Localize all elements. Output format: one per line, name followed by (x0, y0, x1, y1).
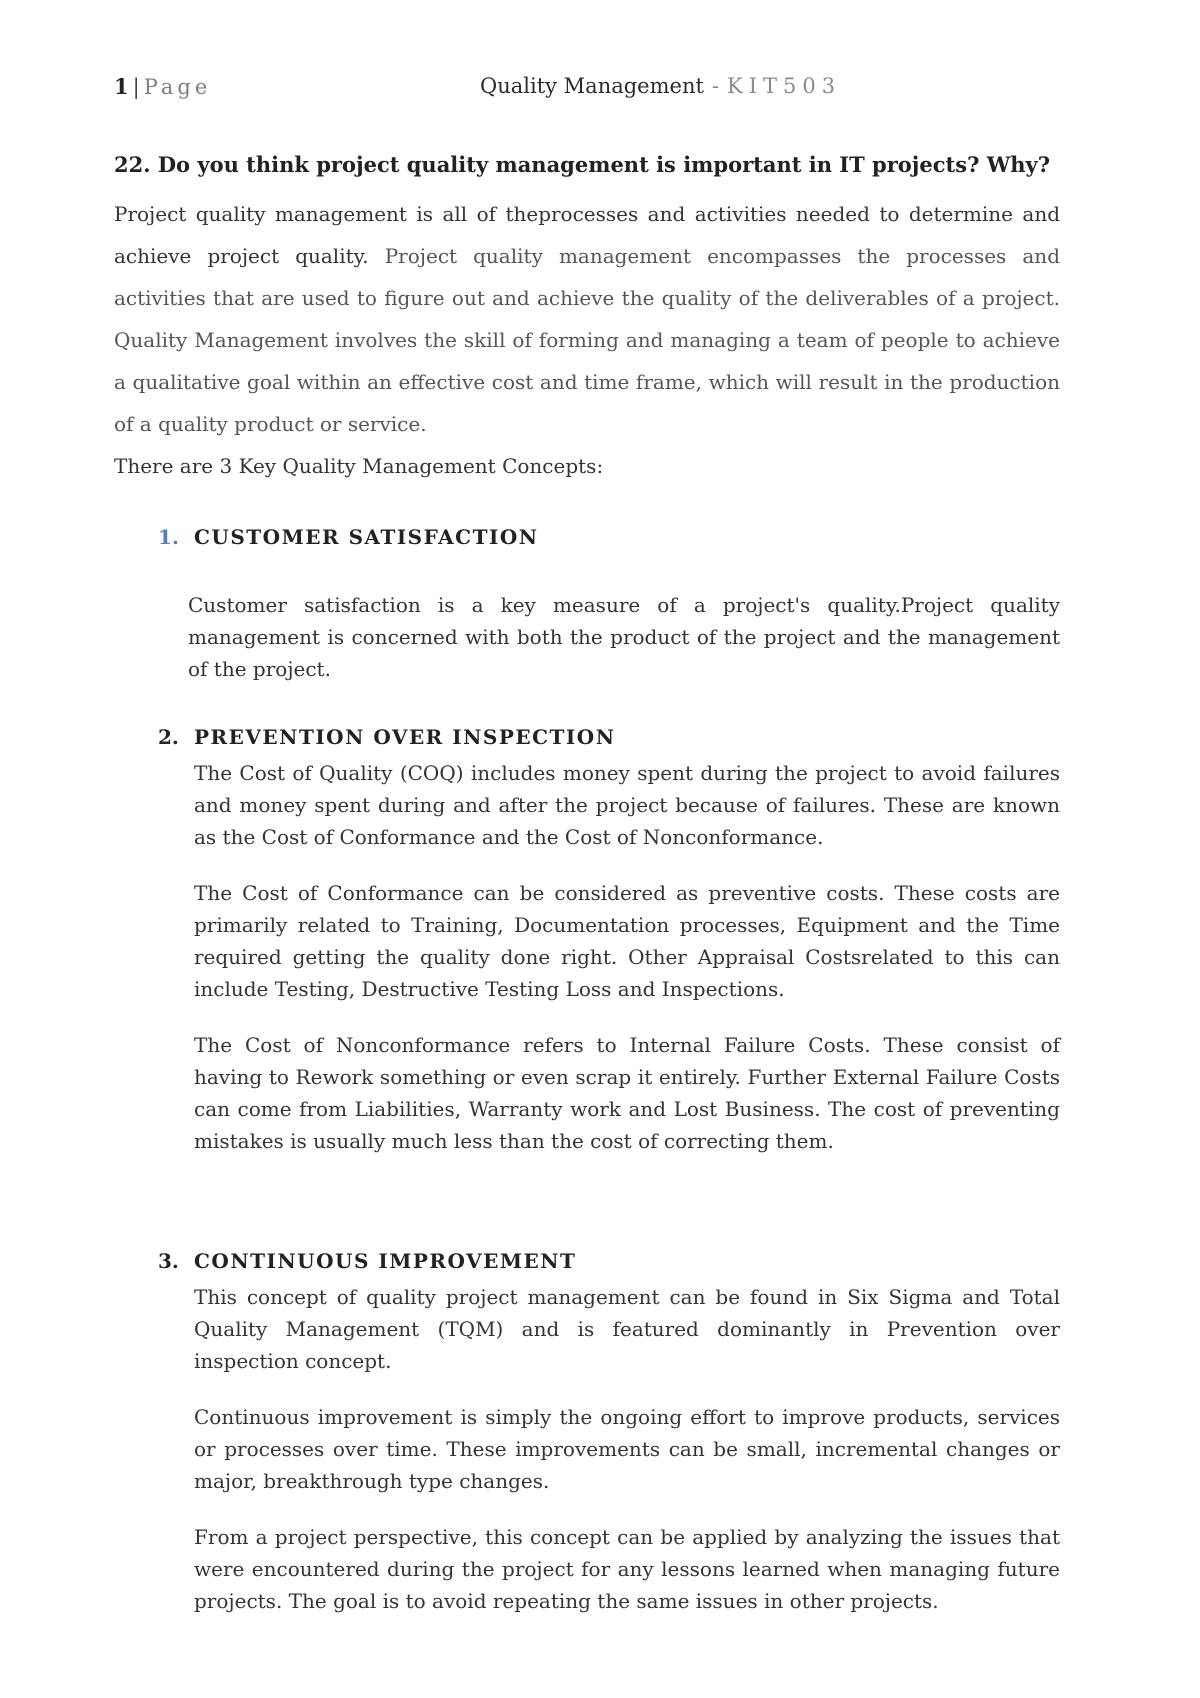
concept-number: 3. (158, 1249, 179, 1273)
question-heading: 22. Do you think project quality management is important in IT projects? Why? (114, 152, 1051, 177)
concept-body (194, 757, 1060, 1157)
concept-body (188, 589, 1060, 685)
course-code: KIT503 (727, 74, 842, 98)
intro-paragraph (114, 193, 1060, 445)
concept-paragraph: This concept of quality project management can be found in Six Sigma and Total Quality Management (TQM) and is featured dominantly in Prevention over inspection concept. (194, 1285, 1060, 1373)
concept-paragraph: From a project perspective, this concept can be applied by analyzing the issues that were encountered during the project for any lessons learned when managing future projects. The goal is to avoid repeating the same issues in other projects. (194, 1525, 1060, 1613)
concept-paragraph: The Cost of Nonconformance refers to Internal Failure Costs. These consist of having to Rework something or even scrap it entirely. Further External Failure Costs can come from Liabilities, Warranty work and Lost Business. The cost of preventing mistakes is usually much less than the cost of correcting them. (194, 1033, 1060, 1153)
page-number-block (114, 74, 211, 99)
page-number-separator: | (132, 75, 140, 99)
page-label: Page (143, 75, 212, 99)
concept-item (158, 725, 1060, 1157)
concept-body (194, 1281, 1060, 1617)
concept-item (158, 1249, 1060, 1617)
header-title-block (480, 74, 841, 98)
concept-number: 1. (158, 525, 179, 549)
concept-paragraph: Continuous improvement is simply the ongoing effort to improve products, services or processes over time. These improvements can be small, incremental changes or major, breakthrough type changes. (194, 1405, 1060, 1493)
concept-paragraph: Customer satisfaction is a key measure of a project's quality.Project quality management is concerned with both the product of the project and the management of the project. (188, 593, 1060, 681)
document-body (114, 152, 1060, 1617)
concepts-intro: There are 3 Key Quality Management Concepts: (114, 454, 604, 478)
concept-paragraph: The Cost of Quality (COQ) includes money spent during the project to avoid failures and money spent during and after the project because of failures. These are known as the Cost of Conformance and the Cost of Nonconformance. (194, 761, 1060, 849)
page-number: 1 (114, 74, 129, 99)
intro-part-2: Project quality management encompasses the processes and activities that are used to figure out and achieve the quality of the deliverables of a project. Quality Management involves the skill of forming and managing a team of people to achieve a qualitative goal within an effective cost and time frame, which will result in the production of a quality product or service. (114, 244, 1060, 436)
concept-number: 2. (158, 725, 179, 749)
header-dash: - (711, 74, 720, 98)
document-title: Quality Management (480, 74, 704, 98)
concept-title: CUSTOMER SATISFACTION (194, 525, 539, 549)
concept-paragraph: The Cost of Conformance can be considered as preventive costs. These costs are primarily related to Training, Documentation processes, Equipment and the Time required getting the quality done right. Other Appraisal Costsrelated to this can include Testing, Destructive Testing Loss and Inspections. (194, 881, 1060, 1001)
page-header (114, 74, 1086, 104)
intro-part-1: Project quality management is all of theprocesses and activities needed to determine and achieve project quality. (114, 202, 1060, 268)
concept-title: PREVENTION OVER INSPECTION (194, 725, 616, 749)
concept-item (158, 525, 1060, 685)
concept-title: CONTINUOUS IMPROVEMENT (194, 1249, 577, 1273)
